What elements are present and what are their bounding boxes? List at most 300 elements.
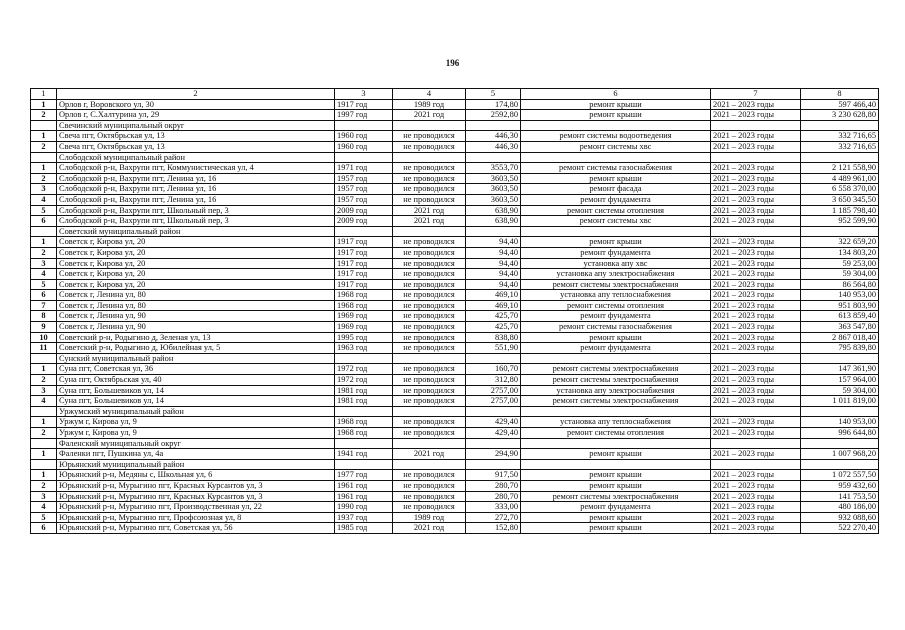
row-number-cell: 2 — [31, 247, 57, 258]
build-year-cell: 1917 год — [335, 237, 393, 248]
address-cell: Суна пгт, Октябрьская ул, 40 — [57, 375, 335, 386]
region-blank-cell — [801, 120, 879, 131]
row-number-cell: 4 — [31, 396, 57, 407]
cost-cell: 951 803,90 — [801, 300, 879, 311]
area-cell: 3553,70 — [466, 163, 521, 174]
row-number-cell: 2 — [31, 375, 57, 386]
row-number-cell: 5 — [31, 205, 57, 216]
work-type-cell: ремонт фундамента — [521, 343, 711, 354]
table-row — [31, 141, 879, 152]
area-cell: 446,30 — [466, 131, 521, 142]
cost-cell: 932 088,60 — [801, 512, 879, 523]
table-row — [31, 385, 879, 396]
address-cell: Свеча пгт, Октябрьская ул, 13 — [57, 141, 335, 152]
cost-cell: 952 599,90 — [801, 216, 879, 227]
period-cell: 2021 – 2023 годы — [711, 311, 801, 322]
period-cell: 2021 – 2023 годы — [711, 396, 801, 407]
build-year-cell: 1985 год — [335, 523, 393, 534]
row-number-cell: 9 — [31, 322, 57, 333]
period-cell: 2021 – 2023 годы — [711, 385, 801, 396]
region-blank-cell — [31, 406, 57, 417]
region-blank-cell — [711, 120, 801, 131]
row-number-cell: 2 — [31, 141, 57, 152]
row-number-cell: 3 — [31, 258, 57, 269]
row-number-cell: 2 — [31, 480, 57, 491]
last-repair-cell: не проводился — [393, 428, 466, 439]
address-cell: Юрьянский р-н, Мурыгино пгт, Профсоюзная ул, 8 — [57, 512, 335, 523]
region-title: Сунский муниципальный район — [57, 353, 335, 364]
address-cell: Советск г, Ленина ул, 90 — [57, 322, 335, 333]
region-blank-cell — [801, 438, 879, 449]
row-number-cell: 8 — [31, 311, 57, 322]
row-number-cell: 3 — [31, 184, 57, 195]
last-repair-cell: 1989 год — [393, 512, 466, 523]
row-number-cell: 10 — [31, 332, 57, 343]
region-blank-cell — [801, 152, 879, 163]
period-cell: 2021 – 2023 годы — [711, 290, 801, 301]
column-number-cell: 1 — [31, 89, 57, 100]
period-cell: 2021 – 2023 годы — [711, 470, 801, 481]
table-row — [31, 332, 879, 343]
address-cell: Советск г, Ленина ул, 80 — [57, 300, 335, 311]
region-blank-cell — [711, 406, 801, 417]
build-year-cell: 1957 год — [335, 173, 393, 184]
region-blank-cell — [31, 438, 57, 449]
table-row — [31, 279, 879, 290]
region-blank-cell — [801, 406, 879, 417]
build-year-cell: 1969 год — [335, 311, 393, 322]
region-blank-cell — [393, 406, 466, 417]
region-blank-cell — [466, 226, 521, 237]
cost-cell: 3 230 628,80 — [801, 110, 879, 121]
period-cell: 2021 – 2023 годы — [711, 449, 801, 460]
last-repair-cell: не проводился — [393, 237, 466, 248]
area-cell: 94,40 — [466, 237, 521, 248]
region-row — [31, 226, 879, 237]
work-type-cell: установка апу электроснабжения — [521, 385, 711, 396]
address-cell: Уржум г, Кирова ул, 9 — [57, 428, 335, 439]
area-cell: 2592,80 — [466, 110, 521, 121]
last-repair-cell: не проводился — [393, 290, 466, 301]
column-number-cell: 2 — [57, 89, 335, 100]
address-cell: Советск г, Кирова ул, 20 — [57, 279, 335, 290]
period-cell: 2021 – 2023 годы — [711, 512, 801, 523]
last-repair-cell: не проводился — [393, 375, 466, 386]
region-title: Фаленский муниципальный округ — [57, 438, 335, 449]
column-number-cell: 7 — [711, 89, 801, 100]
region-row — [31, 353, 879, 364]
work-type-cell: установка апу хвс — [521, 258, 711, 269]
area-cell: 94,40 — [466, 269, 521, 280]
cost-cell: 134 803,20 — [801, 247, 879, 258]
area-cell: 469,10 — [466, 300, 521, 311]
cost-cell: 795 839,80 — [801, 343, 879, 354]
region-blank-cell — [335, 152, 393, 163]
region-blank-cell — [521, 406, 711, 417]
area-cell: 280,70 — [466, 480, 521, 491]
work-type-cell: ремонт крыши — [521, 332, 711, 343]
last-repair-cell: 2021 год — [393, 449, 466, 460]
work-type-cell: установка апу теплоснабжения — [521, 290, 711, 301]
address-cell: Орлов г, С.Халтурина ул, 29 — [57, 110, 335, 121]
address-cell: Слободской р-н, Вахрупи пгт, Ленина ул, 16 — [57, 184, 335, 195]
region-blank-cell — [466, 152, 521, 163]
work-type-cell: ремонт крыши — [521, 523, 711, 534]
address-cell: Слободской р-н, Вахрупи пгт, Ленина ул, 16 — [57, 194, 335, 205]
area-cell: 272,70 — [466, 512, 521, 523]
period-cell: 2021 – 2023 годы — [711, 205, 801, 216]
build-year-cell: 1960 год — [335, 141, 393, 152]
address-cell: Советский р-н, Родыгино д, Юбилейная ул, 5 — [57, 343, 335, 354]
table-row — [31, 184, 879, 195]
cost-cell: 332 716,65 — [801, 141, 879, 152]
table-row — [31, 216, 879, 227]
last-repair-cell: не проводился — [393, 385, 466, 396]
column-number-row — [31, 89, 879, 100]
table-row — [31, 110, 879, 121]
region-blank-cell — [393, 152, 466, 163]
period-cell: 2021 – 2023 годы — [711, 110, 801, 121]
row-number-cell: 6 — [31, 523, 57, 534]
cost-cell: 1 007 968,20 — [801, 449, 879, 460]
last-repair-cell: не проводился — [393, 417, 466, 428]
work-type-cell: ремонт крыши — [521, 480, 711, 491]
period-cell: 2021 – 2023 годы — [711, 258, 801, 269]
table-row — [31, 300, 879, 311]
region-blank-cell — [31, 120, 57, 131]
build-year-cell: 1961 год — [335, 491, 393, 502]
row-number-cell: 2 — [31, 173, 57, 184]
table-row — [31, 512, 879, 523]
table-row — [31, 205, 879, 216]
build-year-cell: 1997 год — [335, 110, 393, 121]
region-blank-cell — [466, 438, 521, 449]
last-repair-cell: не проводился — [393, 247, 466, 258]
cost-cell: 959 432,60 — [801, 480, 879, 491]
table-row — [31, 173, 879, 184]
build-year-cell: 1917 год — [335, 279, 393, 290]
last-repair-cell: не проводился — [393, 343, 466, 354]
column-number-cell: 4 — [393, 89, 466, 100]
work-type-cell: ремонт крыши — [521, 99, 711, 110]
period-cell: 2021 – 2023 годы — [711, 300, 801, 311]
region-blank-cell — [711, 459, 801, 470]
cost-cell: 6 558 370,00 — [801, 184, 879, 195]
row-number-cell: 2 — [31, 428, 57, 439]
period-cell: 2021 – 2023 годы — [711, 343, 801, 354]
row-number-cell: 5 — [31, 279, 57, 290]
area-cell: 429,40 — [466, 428, 521, 439]
last-repair-cell: 1989 год — [393, 99, 466, 110]
build-year-cell: 1960 год — [335, 131, 393, 142]
last-repair-cell: 2021 год — [393, 216, 466, 227]
cost-cell: 332 716,65 — [801, 131, 879, 142]
row-number-cell: 1 — [31, 449, 57, 460]
row-number-cell: 11 — [31, 343, 57, 354]
area-cell: 429,40 — [466, 417, 521, 428]
build-year-cell: 1961 год — [335, 480, 393, 491]
region-blank-cell — [335, 120, 393, 131]
area-cell: 425,70 — [466, 311, 521, 322]
row-number-cell: 1 — [31, 131, 57, 142]
table-row — [31, 417, 879, 428]
capital-repair-table — [30, 88, 879, 534]
work-type-cell: ремонт крыши — [521, 173, 711, 184]
work-type-cell: ремонт системы электроснабжения — [521, 491, 711, 502]
area-cell: 174,80 — [466, 99, 521, 110]
region-blank-cell — [335, 226, 393, 237]
period-cell: 2021 – 2023 годы — [711, 173, 801, 184]
cost-cell: 322 659,20 — [801, 237, 879, 248]
address-cell: Юрьянский р-н, Мурыгино пгт, Советская ул, 56 — [57, 523, 335, 534]
region-blank-cell — [521, 120, 711, 131]
column-number-cell: 5 — [466, 89, 521, 100]
address-cell: Суна пгт, Советская ул, 36 — [57, 364, 335, 375]
address-cell: Суна пгт, Большевиков ул, 14 — [57, 385, 335, 396]
address-cell: Юрьянский р-н, Мурыгино пгт, Красных Курсантов ул, 3 — [57, 480, 335, 491]
period-cell: 2021 – 2023 годы — [711, 131, 801, 142]
period-cell: 2021 – 2023 годы — [711, 523, 801, 534]
region-blank-cell — [466, 353, 521, 364]
period-cell: 2021 – 2023 годы — [711, 480, 801, 491]
address-cell: Юрьянский р-н, Мурыгино пгт, Производственная ул, 22 — [57, 502, 335, 513]
table-row — [31, 269, 879, 280]
region-blank-cell — [335, 406, 393, 417]
period-cell: 2021 – 2023 годы — [711, 502, 801, 513]
last-repair-cell: не проводился — [393, 396, 466, 407]
region-row — [31, 438, 879, 449]
row-number-cell: 4 — [31, 502, 57, 513]
region-title: Слободской муниципальный район — [57, 152, 335, 163]
table-row — [31, 290, 879, 301]
table-row — [31, 247, 879, 258]
build-year-cell: 1977 год — [335, 470, 393, 481]
cost-cell: 86 564,80 — [801, 279, 879, 290]
cost-cell: 141 753,50 — [801, 491, 879, 502]
build-year-cell: 1968 год — [335, 417, 393, 428]
area-cell: 917,50 — [466, 470, 521, 481]
work-type-cell: ремонт системы электроснабжения — [521, 279, 711, 290]
build-year-cell: 2009 год — [335, 216, 393, 227]
region-row — [31, 406, 879, 417]
area-cell: 152,80 — [466, 523, 521, 534]
area-cell: 294,90 — [466, 449, 521, 460]
last-repair-cell: не проводился — [393, 279, 466, 290]
region-blank-cell — [31, 459, 57, 470]
address-cell: Уржум г, Кирова ул, 9 — [57, 417, 335, 428]
work-type-cell: ремонт фасада — [521, 184, 711, 195]
period-cell: 2021 – 2023 годы — [711, 237, 801, 248]
cost-cell: 59 304,00 — [801, 269, 879, 280]
table-row — [31, 258, 879, 269]
area-cell: 94,40 — [466, 279, 521, 290]
table-row — [31, 428, 879, 439]
row-number-cell: 3 — [31, 385, 57, 396]
cost-cell: 996 644,80 — [801, 428, 879, 439]
table-row — [31, 491, 879, 502]
work-type-cell: ремонт системы электроснабжения — [521, 396, 711, 407]
last-repair-cell: не проводился — [393, 141, 466, 152]
last-repair-cell: не проводился — [393, 470, 466, 481]
last-repair-cell: не проводился — [393, 311, 466, 322]
table-row — [31, 449, 879, 460]
region-row — [31, 459, 879, 470]
work-type-cell: установка апу теплоснабжения — [521, 417, 711, 428]
cost-cell: 2 121 558,90 — [801, 163, 879, 174]
row-number-cell: 3 — [31, 491, 57, 502]
last-repair-cell: 2021 год — [393, 110, 466, 121]
table-row — [31, 99, 879, 110]
work-type-cell: ремонт системы отопления — [521, 205, 711, 216]
region-blank-cell — [711, 152, 801, 163]
table-row — [31, 237, 879, 248]
build-year-cell: 1937 год — [335, 512, 393, 523]
region-blank-cell — [393, 353, 466, 364]
row-number-cell: 4 — [31, 269, 57, 280]
cost-cell: 140 953,00 — [801, 417, 879, 428]
table-row — [31, 480, 879, 491]
address-cell: Советск г, Кирова ул, 20 — [57, 269, 335, 280]
region-blank-cell — [335, 459, 393, 470]
row-number-cell: 1 — [31, 364, 57, 375]
table-row — [31, 163, 879, 174]
region-blank-cell — [31, 226, 57, 237]
build-year-cell: 1972 год — [335, 364, 393, 375]
work-type-cell: ремонт системы газоснабжения — [521, 322, 711, 333]
work-type-cell: ремонт крыши — [521, 449, 711, 460]
build-year-cell: 1968 год — [335, 300, 393, 311]
address-cell: Юрьянский р-н, Мурыгино пгт, Красных Курсантов ул, 3 — [57, 491, 335, 502]
build-year-cell: 1971 год — [335, 163, 393, 174]
region-blank-cell — [521, 438, 711, 449]
table-row — [31, 502, 879, 513]
address-cell: Слободской р-н, Вахрупи пгт, Ленина ул, 16 — [57, 173, 335, 184]
region-blank-cell — [801, 459, 879, 470]
last-repair-cell: 2021 год — [393, 205, 466, 216]
region-blank-cell — [393, 226, 466, 237]
work-type-cell: ремонт системы хвс — [521, 141, 711, 152]
cost-cell: 147 361,90 — [801, 364, 879, 375]
last-repair-cell: 2021 год — [393, 523, 466, 534]
cost-cell: 1 185 798,40 — [801, 205, 879, 216]
table-row — [31, 375, 879, 386]
area-cell: 3603,50 — [466, 184, 521, 195]
region-blank-cell — [711, 226, 801, 237]
region-blank-cell — [31, 353, 57, 364]
period-cell: 2021 – 2023 годы — [711, 163, 801, 174]
work-type-cell: ремонт системы водоотведения — [521, 131, 711, 142]
work-type-cell: установка апу электроснабжения — [521, 269, 711, 280]
last-repair-cell: не проводился — [393, 502, 466, 513]
build-year-cell: 1968 год — [335, 428, 393, 439]
last-repair-cell: не проводился — [393, 491, 466, 502]
last-repair-cell: не проводился — [393, 258, 466, 269]
address-cell: Слободской р-н, Вахрупи пгт, Школьный пер, 3 — [57, 205, 335, 216]
row-number-cell: 1 — [31, 237, 57, 248]
period-cell: 2021 – 2023 годы — [711, 417, 801, 428]
build-year-cell: 1969 год — [335, 322, 393, 333]
work-type-cell: ремонт системы газоснабжения — [521, 163, 711, 174]
address-cell: Советск г, Кирова ул, 20 — [57, 258, 335, 269]
address-cell: Орлов г, Воровского ул, 30 — [57, 99, 335, 110]
work-type-cell: ремонт фундамента — [521, 311, 711, 322]
cost-cell: 3 650 345,50 — [801, 194, 879, 205]
address-cell: Советск г, Ленина ул, 90 — [57, 311, 335, 322]
address-cell: Советск г, Кирова ул, 20 — [57, 237, 335, 248]
work-type-cell: ремонт системы отопления — [521, 300, 711, 311]
table-row — [31, 131, 879, 142]
region-blank-cell — [335, 353, 393, 364]
period-cell: 2021 – 2023 годы — [711, 491, 801, 502]
area-cell: 446,30 — [466, 141, 521, 152]
last-repair-cell: не проводился — [393, 332, 466, 343]
area-cell: 2757,00 — [466, 385, 521, 396]
cost-cell: 59 304,00 — [801, 385, 879, 396]
row-number-cell: 6 — [31, 216, 57, 227]
address-cell: Советский р-н, Родыгино д, Зеленая ул, 13 — [57, 332, 335, 343]
region-blank-cell — [801, 353, 879, 364]
period-cell: 2021 – 2023 годы — [711, 428, 801, 439]
area-cell: 333,00 — [466, 502, 521, 513]
region-blank-cell — [393, 120, 466, 131]
area-cell: 94,40 — [466, 247, 521, 258]
address-cell: Слободской р-н, Вахрупи пгт, Школьный пер, 3 — [57, 216, 335, 227]
page-number: 196 — [445, 58, 460, 68]
build-year-cell: 1972 год — [335, 375, 393, 386]
last-repair-cell: не проводился — [393, 300, 466, 311]
region-blank-cell — [466, 120, 521, 131]
area-cell: 469,10 — [466, 290, 521, 301]
table-row — [31, 470, 879, 481]
region-title: Юрьянский муниципальный район — [57, 459, 335, 470]
address-cell: Свеча пгт, Октябрьская ул, 13 — [57, 131, 335, 142]
region-blank-cell — [521, 226, 711, 237]
region-blank-cell — [711, 438, 801, 449]
work-type-cell: ремонт системы хвс — [521, 216, 711, 227]
build-year-cell: 1995 год — [335, 332, 393, 343]
area-cell: 2757,00 — [466, 396, 521, 407]
period-cell: 2021 – 2023 годы — [711, 141, 801, 152]
last-repair-cell: не проводился — [393, 173, 466, 184]
build-year-cell: 1917 год — [335, 269, 393, 280]
last-repair-cell: не проводился — [393, 131, 466, 142]
table-row — [31, 343, 879, 354]
table-body — [31, 89, 879, 534]
period-cell: 2021 – 2023 годы — [711, 322, 801, 333]
area-cell: 160,70 — [466, 364, 521, 375]
area-cell: 3603,50 — [466, 173, 521, 184]
row-number-cell: 5 — [31, 512, 57, 523]
last-repair-cell: не проводился — [393, 322, 466, 333]
build-year-cell: 1941 год — [335, 449, 393, 460]
area-cell: 3603,50 — [466, 194, 521, 205]
last-repair-cell: не проводился — [393, 269, 466, 280]
table-row — [31, 311, 879, 322]
column-number-cell: 8 — [801, 89, 879, 100]
table-row — [31, 523, 879, 534]
region-blank-cell — [466, 459, 521, 470]
period-cell: 2021 – 2023 годы — [711, 247, 801, 258]
table-row — [31, 194, 879, 205]
work-type-cell: ремонт фундамента — [521, 247, 711, 258]
period-cell: 2021 – 2023 годы — [711, 375, 801, 386]
address-cell: Слободской р-н, Вахрупи пгт, Коммунистическая ул, 4 — [57, 163, 335, 174]
region-title: Свечинский муниципальный округ — [57, 120, 335, 131]
build-year-cell: 1963 год — [335, 343, 393, 354]
cost-cell: 2 867 018,40 — [801, 332, 879, 343]
row-number-cell: 2 — [31, 110, 57, 121]
area-cell: 280,70 — [466, 491, 521, 502]
